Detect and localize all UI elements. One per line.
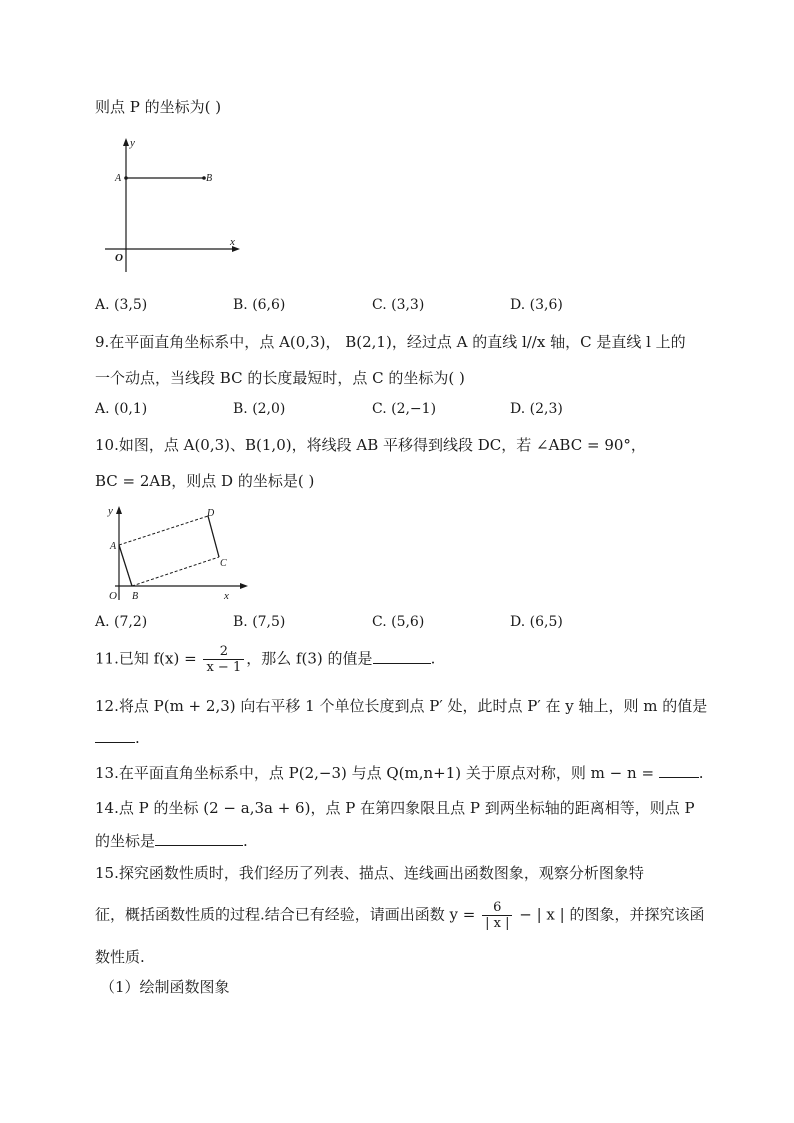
- q14-text: 的坐标是: [95, 832, 156, 850]
- q10-option-c: C. (5,6): [372, 614, 425, 630]
- q15-numerator: 6: [482, 900, 512, 916]
- q9-option-b: B. (2,0): [233, 401, 286, 417]
- q14-answer-blank[interactable]: [155, 844, 243, 846]
- q10-option-a: A. (7,2): [95, 614, 148, 630]
- q10-option-b: B. (7,5): [233, 614, 286, 630]
- q9-option-d: D. (2,3): [510, 401, 563, 417]
- q15-line-3: 数性质.: [95, 948, 145, 966]
- q11-line: 11.已知 f(x) = $\frac{2}{x - 1}$ ，那么 f(3) 的值是 .: [95, 644, 436, 675]
- q11-numerator: 2: [203, 644, 244, 660]
- fig8-origin-label: O: [115, 252, 123, 264]
- q10-option-d: D. (6,5): [510, 614, 563, 630]
- q8-option-c: C. (3,3): [372, 297, 425, 313]
- q10-line-1: 10.如图，点 A(0,3)、B(1,0)，将线段 AB 平移得到线段 DC，若 ∠ABC = 90°，: [95, 436, 646, 454]
- fig10-origin-label: O: [109, 590, 117, 602]
- q11-denominator: x − 1: [206, 660, 242, 675]
- fig8-y-label: y: [130, 137, 135, 149]
- q15-fraction: [482, 900, 512, 931]
- q9-option-a: A. (0,1): [95, 401, 148, 417]
- q11-fraction: [203, 644, 244, 675]
- q13-line: 13.在平面直角坐标系中，点 P(2,−3) 与点 Q(m,n+1) 关于原点对称，则 m − n = .: [95, 764, 704, 782]
- q15-line-2: [95, 900, 704, 931]
- q15-line-2-prefix: 征，概括函数性质的过程.结合已有经验，请画出函数 y =: [95, 905, 481, 924]
- q11-suffix: ，那么 f(3) 的值是: [246, 649, 373, 668]
- fig8-x-label: x: [230, 236, 235, 248]
- fig10-point-a-label: A: [110, 541, 117, 552]
- q9-option-c: C. (2,−1): [372, 401, 437, 417]
- fig10-x-label: x: [224, 590, 229, 602]
- fig8-point-b-label: B: [206, 173, 213, 184]
- q14-line-2: 的坐标是 .: [95, 832, 248, 850]
- q8-option-b: B. (6,6): [233, 297, 286, 313]
- q9-line-1: 9.在平面直角坐标系中，点 A(0,3)， B(2,1)，经过点 A 的直线 l//x 轴，C 是直线 l 上的: [95, 333, 686, 351]
- q15-subquestion-1: （1）绘制函数图象: [100, 978, 230, 996]
- fig8-point-a-label: A: [115, 173, 122, 184]
- q12-answer-blank[interactable]: [95, 741, 135, 743]
- q14-line-1: 14.点 P 的坐标 (2 − a,3a + 6)，点 P 在第四象限且点 P 到两坐标轴的距离相等，则点 P: [95, 799, 695, 817]
- q8-option-d: D. (3,6): [510, 297, 563, 313]
- figure-q10: [100, 500, 250, 604]
- q11-prefix: 11.已知 f(x) =: [95, 649, 202, 668]
- q12-line-2: .: [95, 729, 140, 747]
- fig10-point-c-label: C: [220, 558, 227, 569]
- fig10-point-b-label: B: [132, 591, 139, 602]
- q15-line-1: 15.探究函数性质时，我们经历了列表、描点、连线画出函数图象，观察分析图象特: [95, 864, 644, 882]
- fig10-y-label: y: [108, 505, 113, 517]
- fig10-point-d-label: D: [207, 508, 215, 519]
- intro-text: 则点 P 的坐标为( ): [95, 98, 222, 116]
- q15-denominator: | x |: [485, 916, 510, 931]
- figure-q8: [100, 132, 250, 282]
- q9-line-2: 一个动点，当线段 BC 的长度最短时，点 C 的坐标为( ): [95, 369, 465, 387]
- q12-line-1: 12.将点 P(m + 2,3) 向右平移 1 个单位长度到点 P′ 处，此时点 P′ 在 y 轴上，则 m 的值是: [95, 697, 708, 715]
- q8-option-a: A. (3,5): [95, 297, 148, 313]
- q13-text: 13.在平面直角坐标系中，点 P(2,−3) 与点 Q(m,n+1) 关于原点对称，则 m − n =: [95, 764, 659, 782]
- q10-line-2: BC = 2AB，则点 D 的坐标是( ): [95, 472, 315, 490]
- q15-line-2-suffix: − | x | 的图象，并探究该函: [514, 905, 705, 924]
- q13-answer-blank[interactable]: [659, 776, 699, 778]
- q11-answer-blank[interactable]: [373, 662, 431, 664]
